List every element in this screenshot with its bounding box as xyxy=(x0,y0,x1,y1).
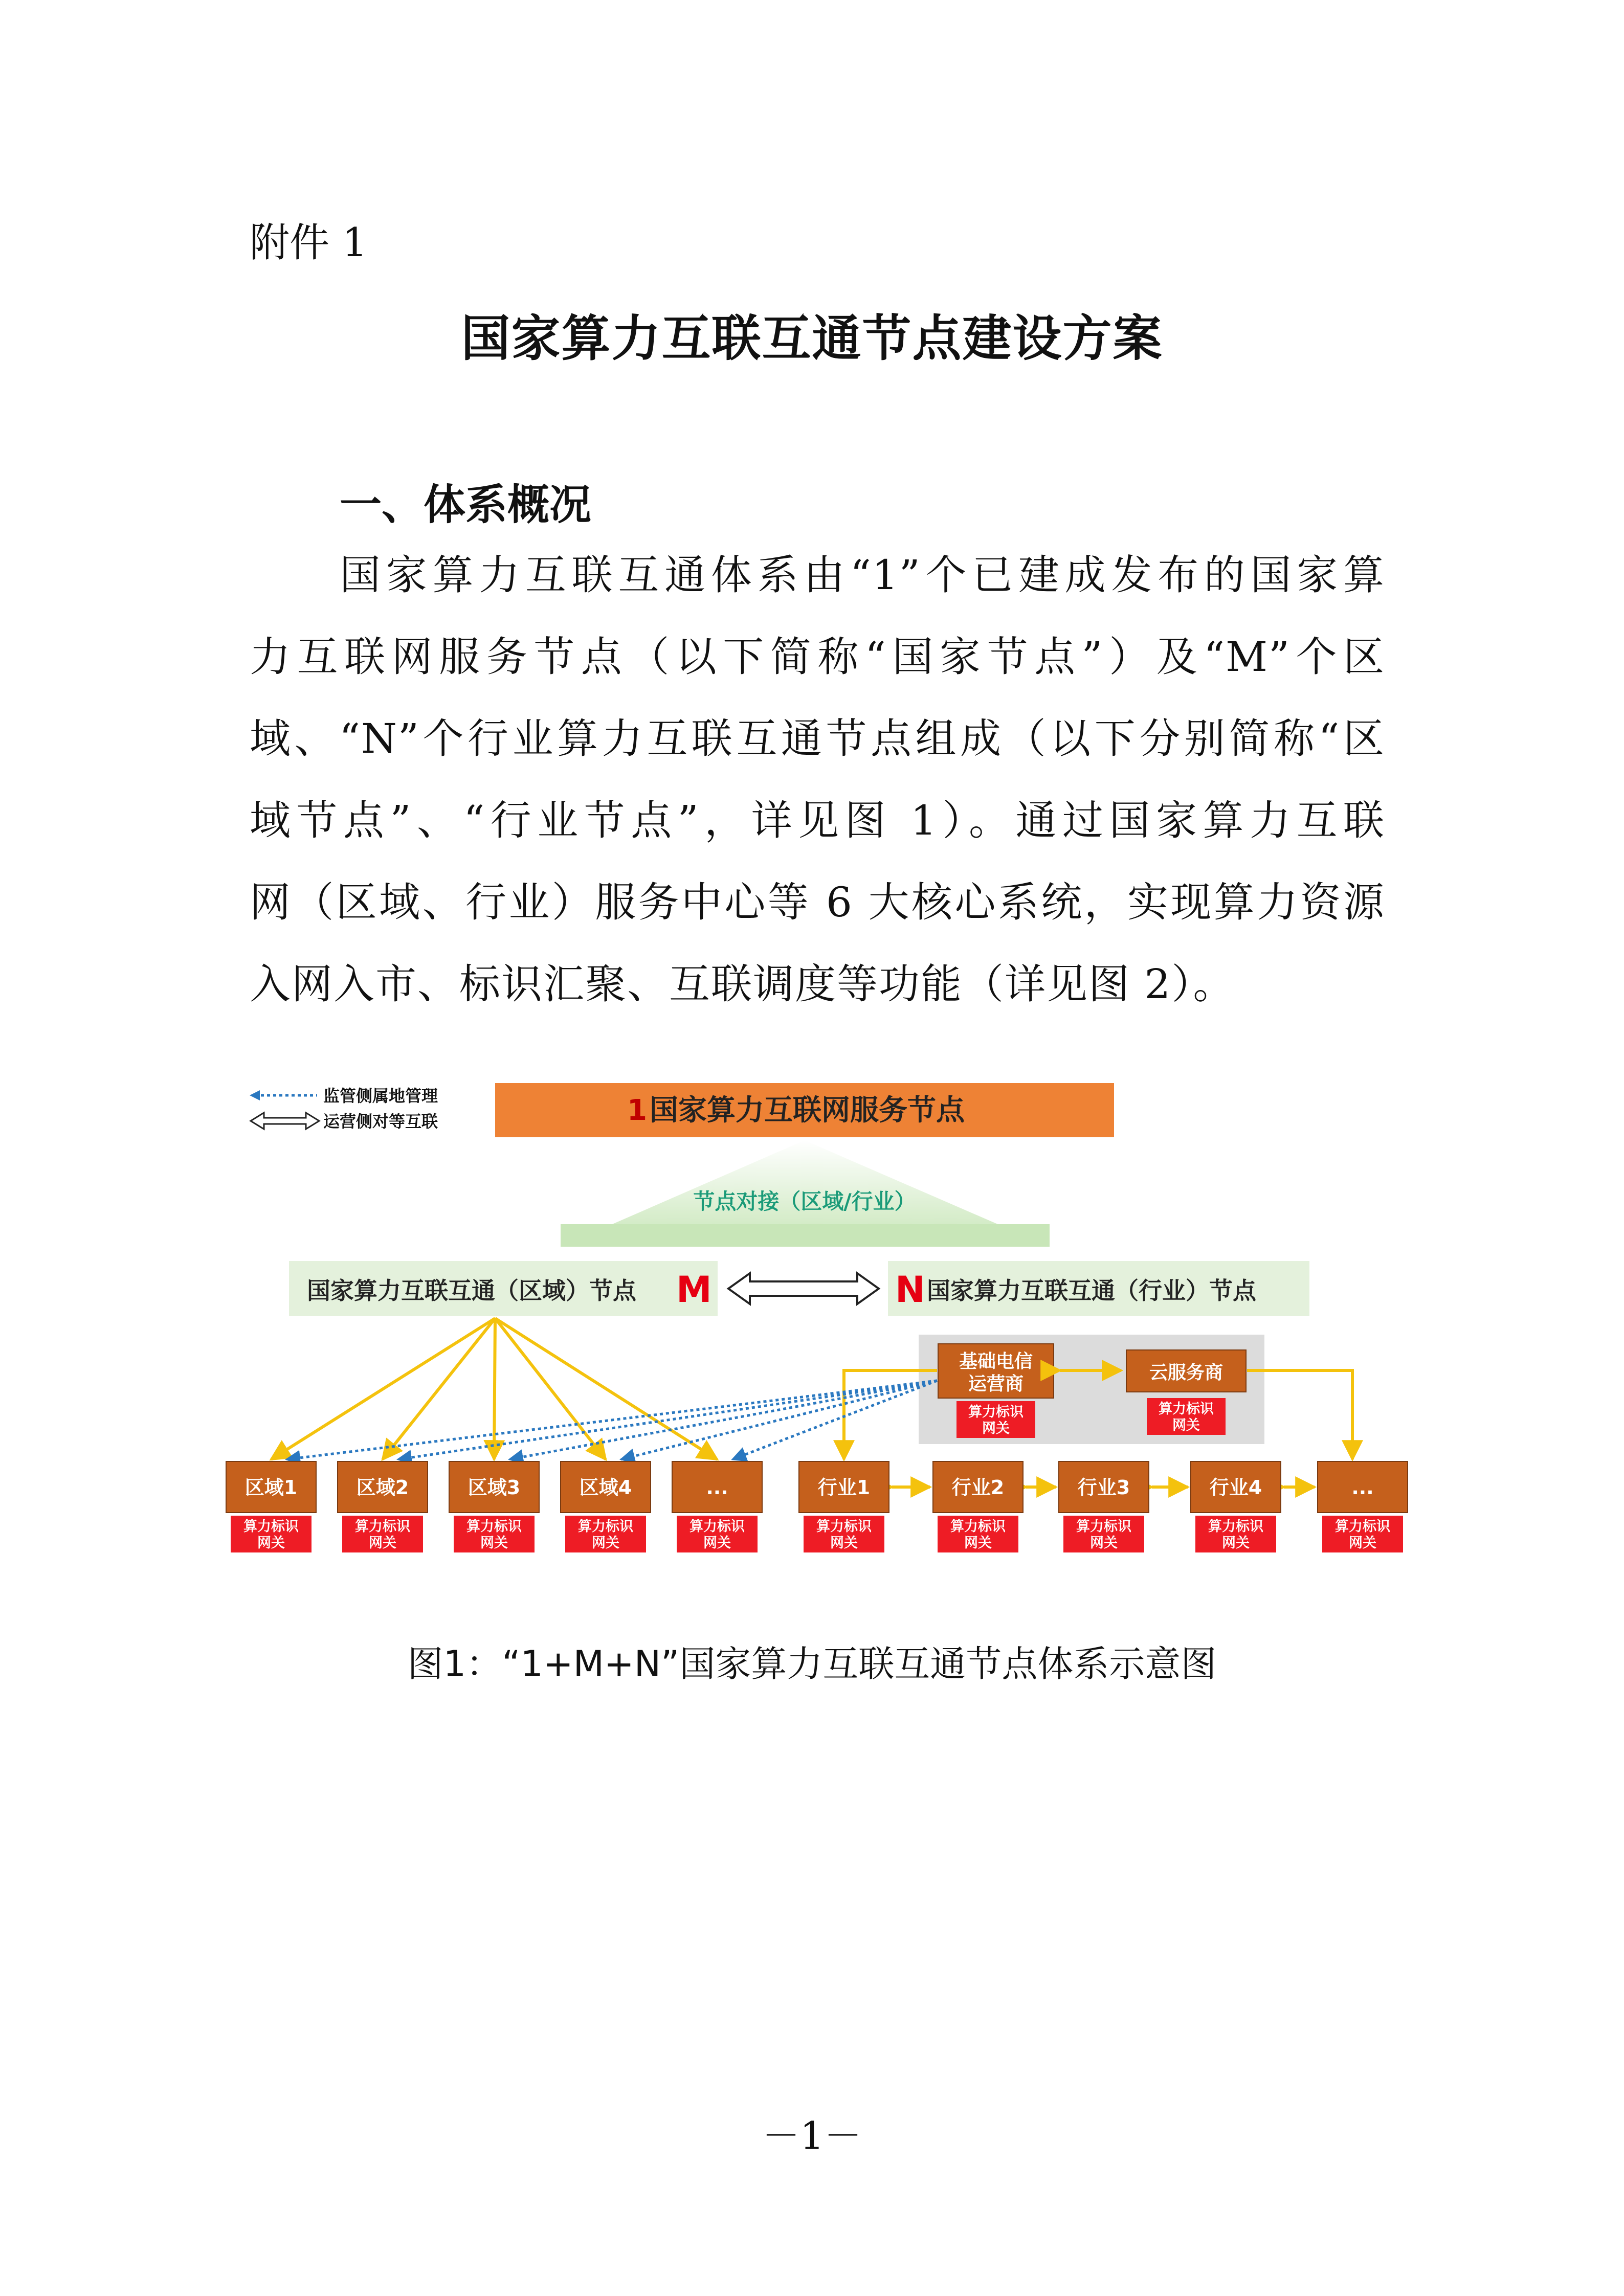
gateway-label: 算力标识 xyxy=(355,1519,410,1535)
region-node-label: 国家算力互联互通（区域）节点 xyxy=(307,1277,636,1304)
region-links xyxy=(271,1318,717,1459)
region-link-line xyxy=(495,1318,606,1459)
gateway-label: 算力标识 xyxy=(466,1519,522,1535)
gateway-label: 算力标识 xyxy=(689,1519,745,1535)
gateway-label: 算力标识 xyxy=(1159,1401,1214,1417)
figure-caption: 图1：“1+M+N”国家算力互联互通节点体系示意图 xyxy=(407,1643,1217,1685)
gateway-label: 算力标识 xyxy=(950,1519,1006,1535)
peer-interconnect-double-arrow xyxy=(728,1273,879,1304)
legend-double-arrow-label: 运营侧对等互联 xyxy=(323,1112,438,1131)
national-node-label: 国家算力互联网服务节点 xyxy=(650,1094,965,1127)
section-heading: 一、体系概况 xyxy=(340,481,592,529)
paragraph-line: 国家算力互联互通体系由“1”个已建成发布的国家算 xyxy=(340,551,1385,599)
gateway-label: 网关 xyxy=(982,1421,1010,1436)
paragraph-line: 域、“N”个行业算力互联互通节点组成（以下分别简称“区 xyxy=(250,715,1385,762)
arrow-left-icon xyxy=(250,1090,260,1100)
gateway-label: 网关 xyxy=(1349,1535,1376,1551)
connector-label: 节点对接（区域/行业） xyxy=(693,1189,916,1214)
gateway-label: 网关 xyxy=(592,1535,619,1551)
legend-dotted-label: 监管侧属地管理 xyxy=(323,1086,438,1106)
paragraph-line: 力互联网服务节点（以下简称“国家节点”）及“M”个区 xyxy=(250,633,1385,681)
gateway-label: 算力标识 xyxy=(1335,1519,1390,1535)
operator-node-label: 基础电信 xyxy=(959,1351,1033,1372)
node-system-diagram xyxy=(215,1074,1417,1567)
gateway-label: 网关 xyxy=(703,1535,731,1551)
gateway-label: 算力标识 xyxy=(1208,1519,1263,1535)
bottom-node-label: 行业4 xyxy=(1209,1476,1262,1499)
paragraph-line: 入网入市、标识汇聚、互联调度等功能（详见图 2）。 xyxy=(250,960,1235,1008)
supervision-link-line xyxy=(732,1381,937,1459)
page-number: －1－ xyxy=(762,2114,862,2158)
gateway-label: 算力标识 xyxy=(1076,1519,1131,1535)
gateway-label: 算力标识 xyxy=(968,1404,1024,1420)
bottom-nodes xyxy=(226,1461,1408,1552)
gateway-label: 网关 xyxy=(1090,1535,1118,1551)
operator-node-label: 云服务商 xyxy=(1149,1362,1223,1383)
region-link-line xyxy=(383,1318,495,1459)
gateway-label: 网关 xyxy=(1172,1417,1200,1433)
attachment-label: 附件 1 xyxy=(250,220,368,266)
gateway-label: 网关 xyxy=(257,1535,285,1551)
bottom-node-label: ... xyxy=(1351,1476,1374,1499)
paragraph-line: 域节点”、“行业节点”，详见图 1）。通过国家算力互联 xyxy=(250,797,1385,844)
operator-node-label: 运营商 xyxy=(968,1374,1024,1394)
bottom-node-label: 区域2 xyxy=(356,1476,409,1499)
bottom-node-label: 行业2 xyxy=(951,1476,1005,1499)
bottom-node-label: 区域4 xyxy=(579,1476,632,1499)
bottom-node-label: 区域3 xyxy=(468,1476,521,1499)
double-arrow-legend-icon xyxy=(251,1113,319,1129)
region-node-letter: M xyxy=(676,1269,712,1311)
gateway-label: 网关 xyxy=(369,1535,396,1551)
paragraph-line: 网（区域、行业）服务中心等 6 大核心系统，实现算力资源 xyxy=(250,879,1385,926)
legend xyxy=(250,1086,438,1131)
gateway-label: 网关 xyxy=(1222,1535,1250,1551)
gateway-label: 算力标识 xyxy=(578,1519,633,1535)
bottom-node-label: 行业1 xyxy=(817,1476,871,1499)
industry-node-label: 国家算力互联互通（行业）节点 xyxy=(927,1277,1256,1304)
gateway-label: 网关 xyxy=(964,1535,992,1551)
region-link-line xyxy=(495,1318,717,1459)
document-title: 国家算力互联互通节点建设方案 xyxy=(461,309,1163,367)
national-node-number: 1 xyxy=(627,1094,647,1127)
gateway-label: 算力标识 xyxy=(243,1519,299,1535)
gateway-label: 算力标识 xyxy=(816,1519,872,1535)
gateway-label: 网关 xyxy=(480,1535,508,1551)
bottom-node-label: 区域1 xyxy=(244,1476,298,1499)
connector-base xyxy=(561,1224,1050,1247)
region-link-line xyxy=(494,1318,495,1459)
bottom-node-label: ... xyxy=(706,1476,728,1499)
industry-node-letter: N xyxy=(895,1269,925,1311)
bottom-node-label: 行业3 xyxy=(1077,1476,1130,1499)
gateway-label: 网关 xyxy=(830,1535,858,1551)
